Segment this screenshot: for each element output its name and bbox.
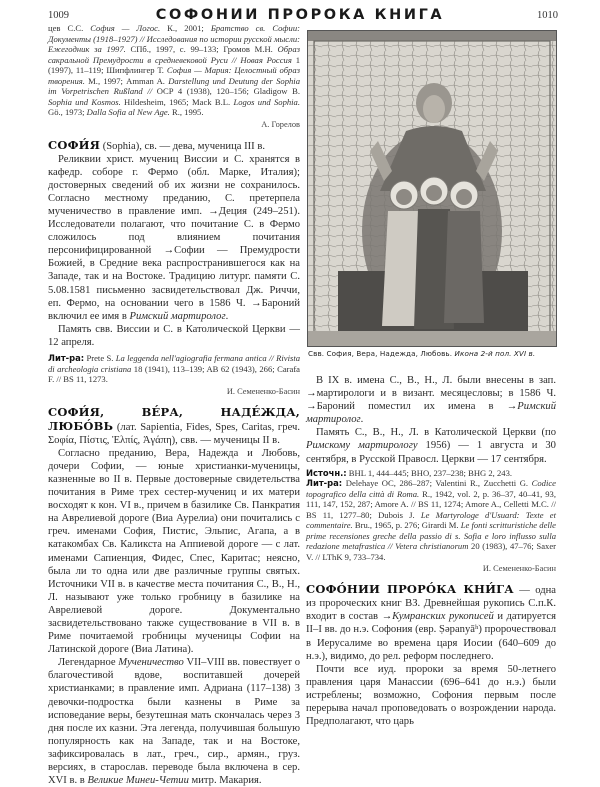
cross-reference-link[interactable]: Римский мартиролог [129,311,225,322]
author-signature: И. Семененко-Басин [306,563,556,574]
icon-painting-illustration [308,31,556,346]
sources-list: Источн.: BHL 1, 444–445; BHO, 237–238; BHG 2, 243. [306,468,556,479]
literature-list: Лит-ра: Prete S. La leggenda nell'agiografia fermana antica // Rivista di archeologia cristiana 18 (1941), 113–139; AB 62 (1943), 266; Carafa F. // BS 11, 1273. [48,353,300,385]
entry-paragraph: Почти все иуд. пророки за время 50-летнего правления царя Манассии (696–641 до н.э.) были истреблены; возможно, Софония первым после перерыва начал проповедовать о возрождении народа. Предполагают, что царь [306,663,556,728]
cross-reference-link[interactable]: →Кумранских рукописей [382,611,494,622]
literature-list: Лит-ра: Delehaye OC, 286–287; Valentini R., Zucchetti G. Codice topografico della città di Roma. R., 1942, vol. 2, p. 36–37, 40–41, 93, 111, 147, 152, 287; Amore A. // BS 11, 1274; Amore A., Celletti M.C. // BS 11, 1277–80; Dubois J. Le Martyrologe d'Usuard: Texte et commentaire. Bru., 1965, p. 276; Girardi M. Le fonti scritturistiche delle prime recensiones greche della passio di s. Sofia e loro influsso sulla redazione metafrastica // Vetera christianorum 20 (1983), 47–76; Saxer V. // LThK 9, 733–734. [306,478,556,562]
bibliography-continued: цев С.С. София — Логос. К., 2001; Братство св. Софии: Документы (1918–1927) // Исследования по истории русской мысли: Ежегодник за 1997. СПб., 1997, с. 99–133; Громов М.Н. Образ сакральной Премудрости в средневековой Руси // Новая Россия 1 (1997), 11–119; Шипфлингер Т. София — Мария: Целостный образ творения. М., 1997; Amman A. Darstellung und Deutung der Sophia im Vorpetrischen Rußland // OCP 4 (1938), 120–156; Gladigow B. Sophia und Kosmos. Hildesheim, 1965; Mack B.L. Logos und Sophia. Gö., 1973; Dalla Sofia al New Age. R., 1995. [48,23,300,118]
literature-label: Лит-ра: [48,353,84,363]
sources-label: Источн.: [306,468,347,478]
left-column [48,23,300,787]
running-header-title: СОФОНИИ ПРОРОКА КНИГА [0,7,600,23]
entry-heading: СОФО́НИИ ПРОРО́КА КНИ́ГА — одна из пророческих книг ВЗ. Древнейшая рукопись С.п.К. входит в состав →Кумранских рукописей и датируется II–I вв. до н.э. Софония (евр. Ṣəpanyāʰ) пророчествовал в Иерусалиме во времена царя Иосии (640–609 до н.э.), видимо, до рел. реформ последнего. [306,583,556,663]
entry-heading: СОФИ́Я, ВЕ́РА, НАДЕ́ЖДА, ЛЮБО́ВЬ (лат. Sapientia, Fides, Spes, Caritas, греч. Σοφία, Πίστις, Ἐλπίς, Ἀγάπη), свв. — мученицы II в. [48,406,300,447]
entry-paragraph: Реликвии христ. мучениц Виссии и С. хранятся в кафедр. соборе г. Фермо (обл. Марке, Италия); достоверных сведений об их жизни не сохранилось. Согласно местному преданию, С. претерпела мученичество в правление имп. →Деция (249–251). Исследователи полагают, что почитание С. в Фермо сложилось под влиянием почитания персонифицированной →Софии — Премудрости Божией, в Средние века распространившегося как на Западе, так и на Востоке. Традицию литург. памяти С. 5.08.1581 письменно засвидетельствовал Дж. Риччи, еп. Фермо, на основании чего в 1586 Ч. →Бароний включил ее имя в Римский мартиролог. [48,153,300,323]
literature-label: Лит-ра: [306,478,342,488]
right-column [306,360,556,728]
entry-paragraph: Согласно преданию, Вера, Надежда и Любовь, дочери Софии, — юные христианки-мученицы, казненные во II в. Первые достоверные свидетельства почитания в Риме трех сестер-мучениц и их матери восходят к кон. VI в., причем в базилике Св. Панкратия на Аврелиевой дороге (Виа Аурелиа) они почитались с греч. именами София, Пистис, Эльпис, Агапа, а в катакомбах Св. Каликста на Аппиевой дороге — с лат. именами Сапиенция, Фидес, Спес, Каритас; неясно, была ли то одна или две различные группы святых. Источники VII в. в качестве места почитания С., В., Н., Л. называют уже только гробницу в базилике на Аврелиевой дороге. Документально засвидетельствовано также существование в VII в. в Риме почитаемой гробницы мученицы Софии на Латинской дороге (Виа Латина). [48,447,300,657]
entry-heading: СОФИ́Я (Sophia), св. — дева, мученица III в. [48,139,300,153]
icon-image-saints [307,30,557,347]
entry-paragraph: Память С., В., Н., Л. в Католической Церкви (по Римскому мартирологу 1956) — 1 августа и 30 сентября, в Русской Правосл. Церкви — 17 сентября. [306,426,556,465]
entry-paragraph: В IX в. имена С., В., Н., Л. были внесены в зап. →мартирологи и в визант. месяцесловы; в 1586 Ч. →Бароний поместил их имена в →Римский мартиролог. [306,374,556,426]
entry-title: СОФИ́Я [48,138,100,152]
figure-caption: Свв. София, Вера, Надежда, Любовь. Икона 2-й пол. XVI в. [308,349,535,358]
entry-paragraph: Память свв. Виссии и С. в Католической Церкви — 12 апреля. [48,323,300,349]
cross-reference-link[interactable]: →Римский мартиролог [306,401,556,425]
entry-sophia [48,139,300,397]
author-signature: А. Горелов [48,119,300,130]
page-number-left: 1009 [48,10,69,21]
entry-title: СОФИ́Я, ВЕ́РА, НАДЕ́ЖДА, ЛЮБО́ВЬ [48,405,300,433]
entry-sophia-vera-nadezhda-lyubov [48,406,300,787]
author-signature: И. Семененко-Басин [48,386,300,397]
entry-title: СОФО́НИИ ПРОРО́КА КНИ́ГА [306,582,514,596]
page-number-right: 1010 [537,10,558,21]
entry-paragraph: Легендарное Мученичество VII–VIII вв. повествует о благочестивой вдове, воспитавшей дочерей христианками; в правление имп. Адриана (117–138) 3 девочки-подростка были казнены в Риме за исповедание веры, безутешная мать скончалась через 3 дня после их казни. Эта легенда, получившая большую популярность как на Западе, так и на Востоке, зафиксировалась в лат., греч., сир., армян., груз. версиях, в старослав. переводе была включена в сер. XVI в. в Великие Минеи-Четии митр. Макария. [48,656,300,787]
entry-sofonii-proroka-kniga [306,583,556,728]
